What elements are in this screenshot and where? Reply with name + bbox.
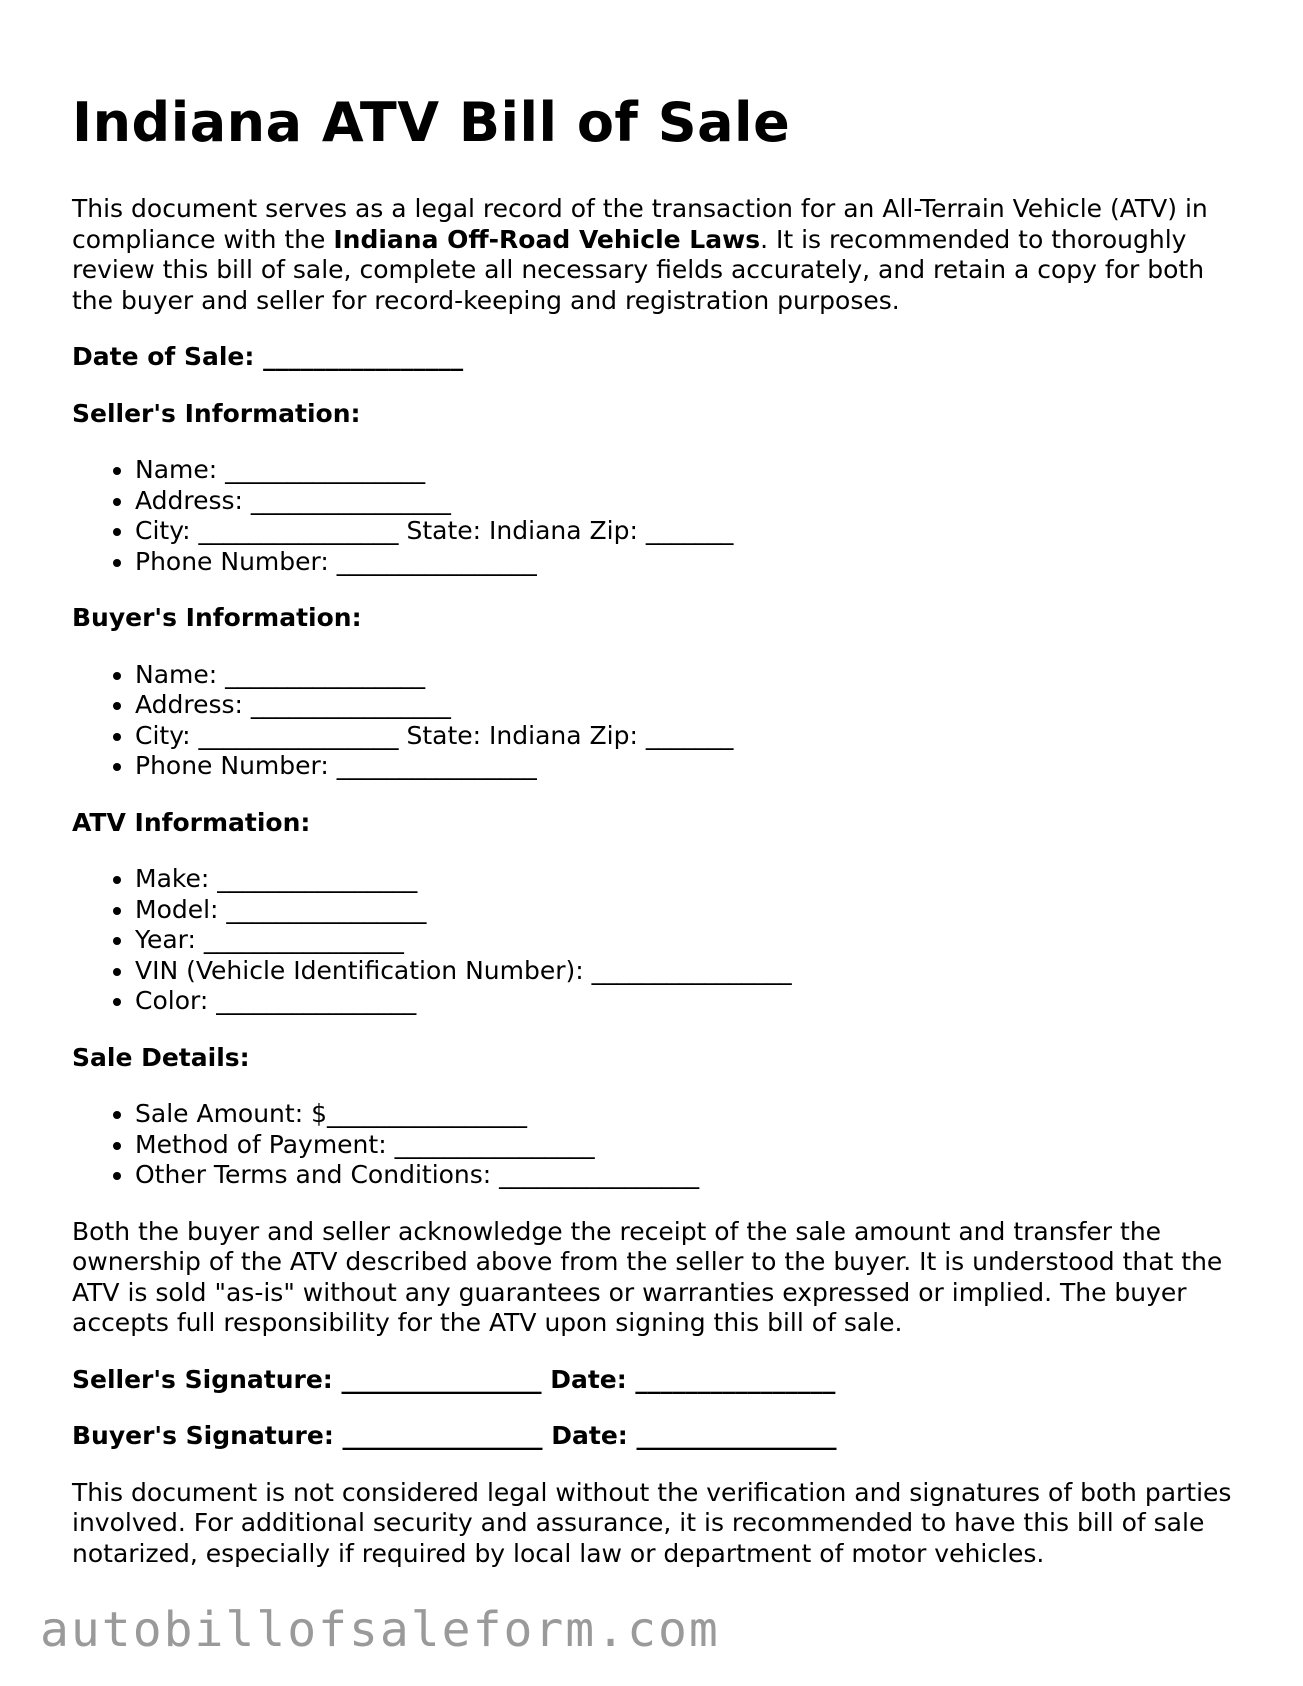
- intro-text-start: This document serves as a legal record of the transaction for an All-Terrain Vehicle (ATV) in compliance with the: [72, 194, 1208, 254]
- seller-phone-field: • Phone Number: ________________: [135, 547, 1232, 578]
- buyer-info-list: [72, 660, 1232, 782]
- document-page: [72, 88, 1232, 1569]
- seller-city-state-zip-field: • City: ________________ State: Indiana Zip: _______: [135, 516, 1232, 547]
- document-title: Indiana ATV Bill of Sale: [72, 91, 791, 154]
- atv-info-list: [72, 864, 1232, 1017]
- date-of-sale-field: Date of Sale: ________________: [72, 342, 464, 371]
- payment-method-field: • Method of Payment: ________________: [135, 1130, 1232, 1161]
- buyer-signature-line: Buyer's Signature: ________________ Date: ________________: [72, 1421, 837, 1450]
- sale-amount-field: • Sale Amount: $________________: [135, 1099, 1232, 1130]
- seller-heading: Seller's Information:: [72, 398, 361, 428]
- watermark-url: autobillofsaleform.com: [40, 1602, 720, 1658]
- atv-year-field: • Year: ________________: [135, 925, 1232, 956]
- sale-details-list: [72, 1099, 1232, 1191]
- seller-info-list: [72, 455, 1232, 577]
- acknowledgment-paragraph: Both the buyer and seller acknowledge the receipt of the sale amount and transfer the ownership of the ATV described above from the seller to the buyer. It is understood that the ATV is sold "as-is" without any guarantees or warranties expressed or implied. The buyer accepts full responsibility for the ATV upon signing this bill of sale.: [72, 1216, 1223, 1337]
- sale-details-heading: Sale Details:: [72, 1042, 250, 1072]
- seller-signature-line: Seller's Signature: ________________ Date: ________________: [72, 1364, 836, 1394]
- buyer-heading: Buyer's Information:: [72, 603, 362, 632]
- intro-paragraph: [72, 194, 1232, 316]
- closing-paragraph: This document is not considered legal without the verification and signatures of both parties involved. For additional security and assurance, it is recommended to have this bill of sale notarized, especially if required by local law or department of motor vehicles.: [72, 1477, 1232, 1568]
- buyer-address-field: • Address: ________________: [135, 690, 1232, 721]
- atv-heading: ATV Information:: [72, 807, 311, 837]
- seller-address-field: • Address: ________________: [135, 486, 1232, 517]
- intro-law-name: Indiana Off-Road Vehicle Laws: [333, 224, 761, 254]
- buyer-phone-field: • Phone Number: ________________: [135, 751, 1232, 782]
- seller-name-field: • Name: ________________: [135, 455, 1232, 486]
- atv-vin-field: • VIN (Vehicle Identification Number): ________________: [135, 956, 1232, 987]
- intro-text-end: . It is recommended to thoroughly review this bill of sale, complete all necessary fields accurately, and retain a copy for both the buyer and seller for record-keeping and registration purposes.: [72, 224, 1205, 315]
- atv-color-field: • Color: ________________: [135, 986, 1232, 1017]
- atv-make-field: • Make: ________________: [135, 864, 1232, 895]
- atv-model-field: • Model: ________________: [135, 895, 1232, 926]
- buyer-city-state-zip-field: • City: ________________ State: Indiana Zip: _______: [135, 721, 1232, 752]
- other-terms-field: • Other Terms and Conditions: ________________: [135, 1160, 1232, 1191]
- buyer-name-field: • Name: ________________: [135, 660, 1232, 691]
